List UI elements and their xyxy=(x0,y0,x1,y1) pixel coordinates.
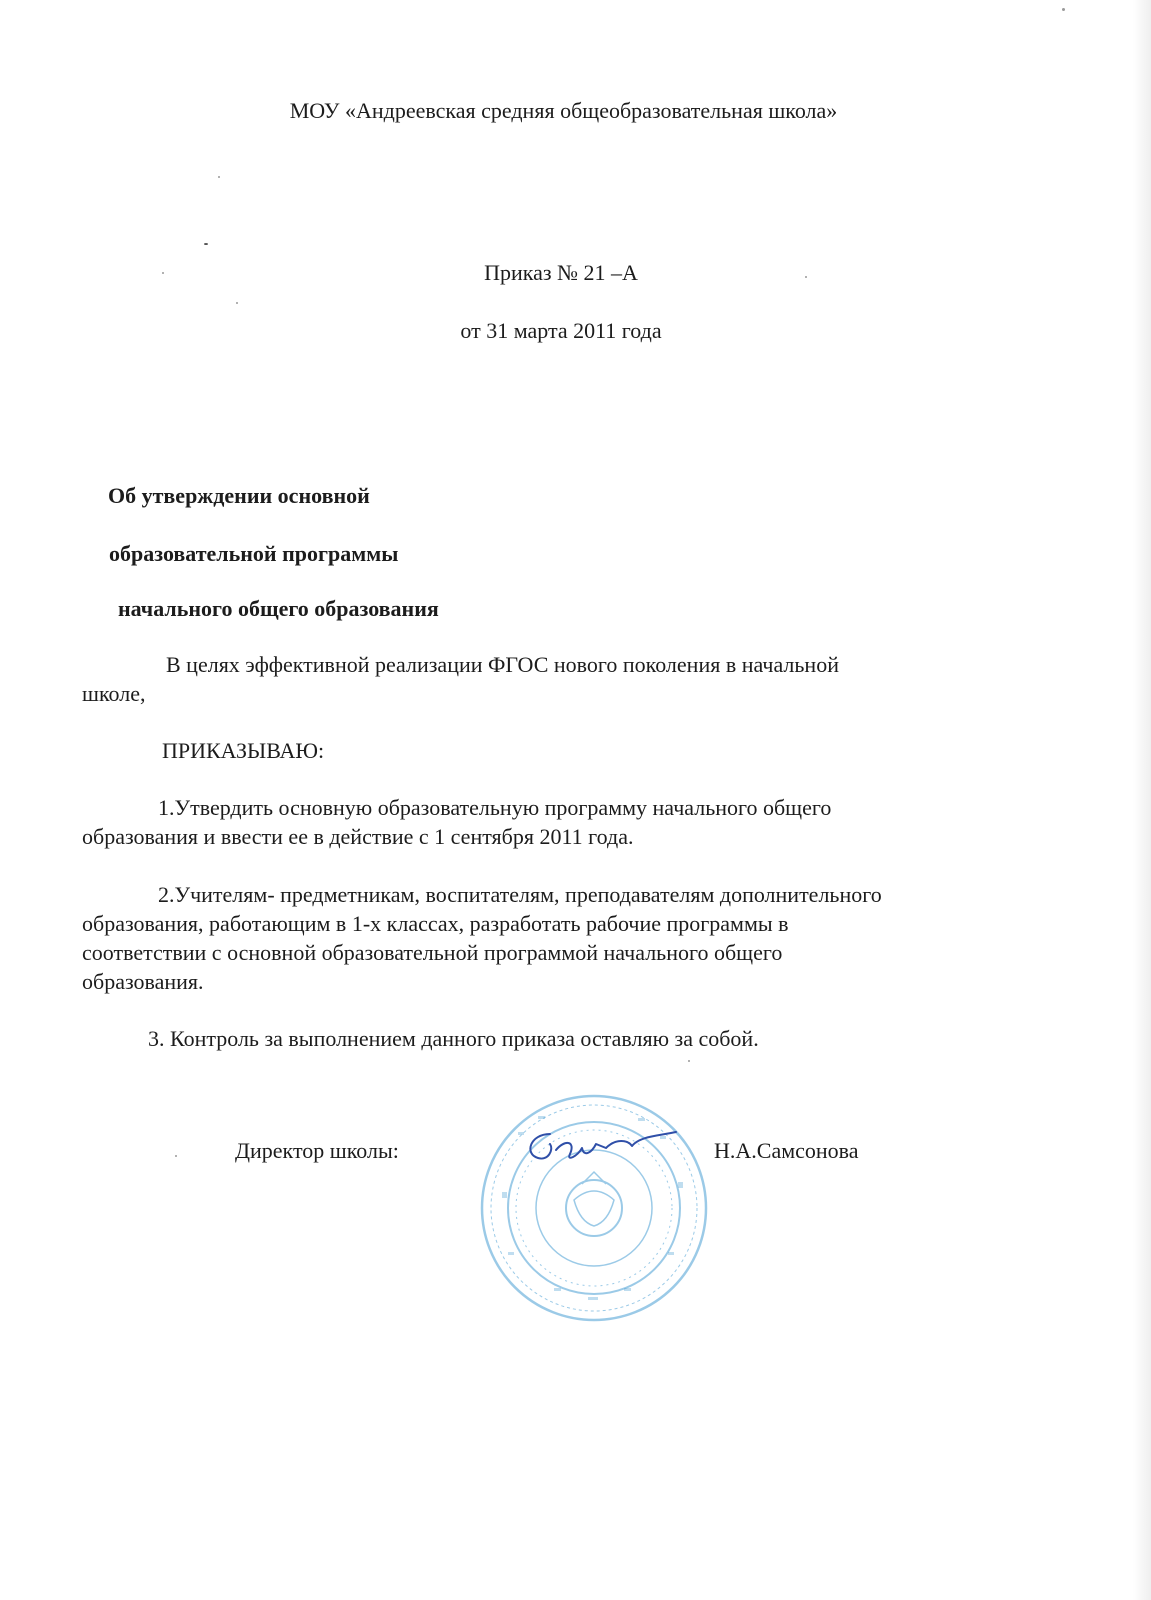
preamble-line-2: школе, xyxy=(82,681,146,706)
preamble-line-1: В целях эффективной реализации ФГОС нового поколения в начальной xyxy=(166,652,839,677)
order-number: Приказ № 21 –А xyxy=(484,260,638,285)
item-2-line-4: образования. xyxy=(82,969,204,994)
scan-edge-shadow xyxy=(1133,0,1151,1600)
director-signature xyxy=(520,1128,682,1178)
organization-name: МОУ «Андреевская средняя общеобразовательная школа» xyxy=(289,98,838,123)
director-position: Директор школы: xyxy=(235,1138,399,1163)
official-stamp xyxy=(478,1092,710,1324)
scan-speck xyxy=(218,176,220,178)
director-name: Н.А.Самсонова xyxy=(714,1138,859,1163)
scan-speck xyxy=(1062,8,1065,11)
item-2-line-3: соответствии с основной образовательной программой начального общего xyxy=(82,940,783,965)
subject-line-2: образовательной программы xyxy=(109,541,399,566)
item-1-line-1: 1.Утвердить основную образовательную программу начального общего xyxy=(158,795,832,820)
order-word: ПРИКАЗЫВАЮ: xyxy=(162,738,325,763)
scan-speck xyxy=(175,1155,177,1157)
item-1-line-2: образования и ввести ее в действие с 1 сентября 2011 года. xyxy=(82,824,634,849)
subject-line-3: начального общего образования xyxy=(118,596,439,621)
order-date: от 31 марта 2011 года xyxy=(460,318,662,343)
scan-speck xyxy=(204,243,208,245)
item-2-line-2: образования, работающим в 1-х классах, разработать рабочие программы в xyxy=(82,911,789,936)
scan-speck xyxy=(236,302,238,304)
item-3-line-1: 3. Контроль за выполнением данного приказа оставляю за собой. xyxy=(148,1026,759,1051)
subject-line-1: Об утверждении основной xyxy=(108,483,370,508)
scan-speck xyxy=(688,1060,690,1062)
item-2-line-1: 2.Учителям- предметникам, воспитателям, преподавателям дополнительного xyxy=(158,882,882,907)
